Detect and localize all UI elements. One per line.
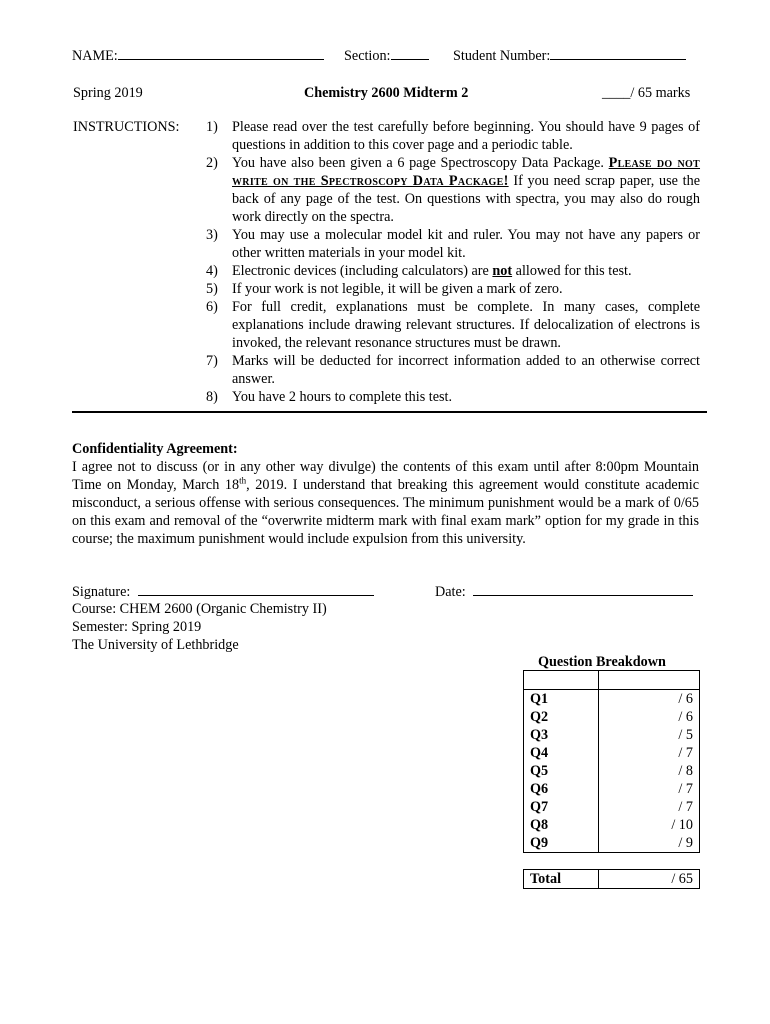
instruction-number: 8)	[206, 389, 218, 405]
question-label: Q7	[524, 798, 599, 816]
question-marks[interactable]: / 7	[599, 798, 700, 816]
instruction-item	[206, 154, 700, 226]
instruction-item	[206, 226, 700, 262]
name-blank[interactable]	[118, 47, 324, 60]
instruction-text: Please read over the test carefully before beginning. You should have 9 pages of questions in addition to this cover page and a periodic table.	[232, 119, 700, 153]
instruction-text: You have 2 hours to complete this test.	[232, 389, 453, 405]
table-row	[524, 780, 700, 798]
total-label: Total	[524, 870, 599, 889]
question-marks[interactable]: / 5	[599, 726, 700, 744]
signature-field[interactable]	[72, 583, 374, 601]
table-row	[524, 744, 700, 762]
page-title: Chemistry 2600 Midterm 2	[304, 85, 469, 101]
instruction-number: 4)	[206, 263, 218, 279]
instruction-text: For full credit, explanations must be complete. In many cases, complete explanations include drawing relevant structures. If delocalization of electrons is invoked, the relevant resonance structures must be drawn.	[232, 299, 700, 351]
marks-blank[interactable]: ____	[602, 85, 631, 101]
table-row	[524, 726, 700, 744]
instruction-item	[206, 298, 700, 352]
question-marks[interactable]: / 7	[599, 744, 700, 762]
instruction-text: allowed for this test.	[512, 263, 632, 279]
instruction-text: Marks will be deducted for incorrect information added to an otherwise correct answer.	[232, 353, 700, 387]
date-blank[interactable]	[473, 583, 693, 596]
instruction-item	[206, 352, 700, 388]
student-number-label: Student Number:	[453, 48, 551, 64]
date-field[interactable]	[435, 583, 693, 601]
instruction-number: 3)	[206, 227, 218, 243]
section-field[interactable]	[344, 47, 429, 65]
date-label: Date:	[435, 584, 466, 600]
instruction-text: Electronic devices (including calculators) are	[232, 263, 493, 279]
question-label: Q8	[524, 816, 599, 834]
table-row	[524, 762, 700, 780]
instruction-item	[206, 118, 700, 154]
instruction-text: If you need scrap paper, use the back of any page of the test. On questions with spectra, you may also do rough work directly on the spectra.	[232, 173, 700, 225]
term: Spring 2019	[73, 85, 143, 101]
university-line: The University of Lethbridge	[72, 637, 239, 653]
instruction-text: You have also been given a 6 page Spectroscopy Data Package.	[232, 155, 609, 171]
confidentiality-text: , 2019. I understand that breaking this agreement would constitute academic misconduct, a serious offense with serious consequences. The minimum punishment would be a mark of 0/65 on this exam and removal of the “overwrite midterm mark with final exam mark” option for my grade in this course; the maximum punishment would include expulsion from this university.	[72, 477, 699, 547]
table-row	[524, 708, 700, 726]
instructions-label: INSTRUCTIONS:	[73, 119, 180, 135]
semester-line: Semester: Spring 2019	[72, 619, 202, 635]
instruction-item	[206, 262, 700, 280]
question-marks[interactable]: / 10	[599, 816, 700, 834]
table-header-row	[524, 671, 700, 690]
instruction-item	[206, 388, 700, 406]
question-marks[interactable]: / 6	[599, 708, 700, 726]
instruction-text: If your work is not legible, it will be given a mark of zero.	[232, 281, 563, 297]
confidentiality-body	[72, 458, 699, 548]
question-marks[interactable]: / 6	[599, 690, 700, 709]
question-breakdown-title: Question Breakdown	[538, 654, 666, 670]
question-label: Q3	[524, 726, 599, 744]
section-divider	[72, 411, 707, 413]
signature-blank[interactable]	[138, 583, 374, 596]
spectroscopy-warning: Please do not write on the Spectroscopy Data Package!	[232, 155, 701, 189]
table-row	[524, 798, 700, 816]
instruction-number: 7)	[206, 353, 218, 369]
question-label: Q4	[524, 744, 599, 762]
question-marks[interactable]: / 9	[599, 834, 700, 853]
table-row	[524, 816, 700, 834]
date-superscript: th	[239, 475, 247, 486]
not-emphasis: not	[492, 263, 513, 279]
course-line: Course: CHEM 2600 (Organic Chemistry II)	[72, 601, 327, 617]
question-marks[interactable]: / 8	[599, 762, 700, 780]
marks-summary	[602, 84, 690, 102]
marks-text: / 65 marks	[630, 85, 691, 101]
instruction-number: 2)	[206, 155, 218, 171]
section-label: Section:	[344, 48, 391, 64]
table-row	[524, 834, 700, 853]
student-number-field[interactable]	[453, 47, 686, 65]
question-breakdown-table	[523, 670, 700, 889]
question-marks[interactable]: / 7	[599, 780, 700, 798]
table-row	[524, 690, 700, 709]
instruction-number: 1)	[206, 119, 218, 135]
question-label: Q1	[524, 690, 599, 709]
student-number-blank[interactable]	[550, 47, 686, 60]
confidentiality-text: I agree not to discuss (or in any other way divulge) the contents of this exam until after 8:00pm Mountain Time on Monday, March 18	[72, 459, 699, 493]
question-label: Q5	[524, 762, 599, 780]
question-label: Q9	[524, 834, 599, 853]
total-marks[interactable]: / 65	[599, 870, 700, 889]
instruction-number: 5)	[206, 281, 218, 297]
instruction-text: You may use a molecular model kit and ruler. You may not have any papers or other written materials in your model kit.	[232, 227, 700, 261]
instruction-item	[206, 280, 700, 298]
instruction-number: 6)	[206, 299, 218, 315]
question-label: Q6	[524, 780, 599, 798]
name-label: NAME:	[72, 48, 118, 64]
total-row	[524, 870, 700, 889]
confidentiality-title: Confidentiality Agreement:	[72, 441, 238, 457]
signature-label: Signature:	[72, 584, 131, 600]
section-blank[interactable]	[391, 47, 429, 60]
question-label: Q2	[524, 708, 599, 726]
instructions-list	[206, 118, 700, 406]
name-field[interactable]	[72, 47, 324, 65]
